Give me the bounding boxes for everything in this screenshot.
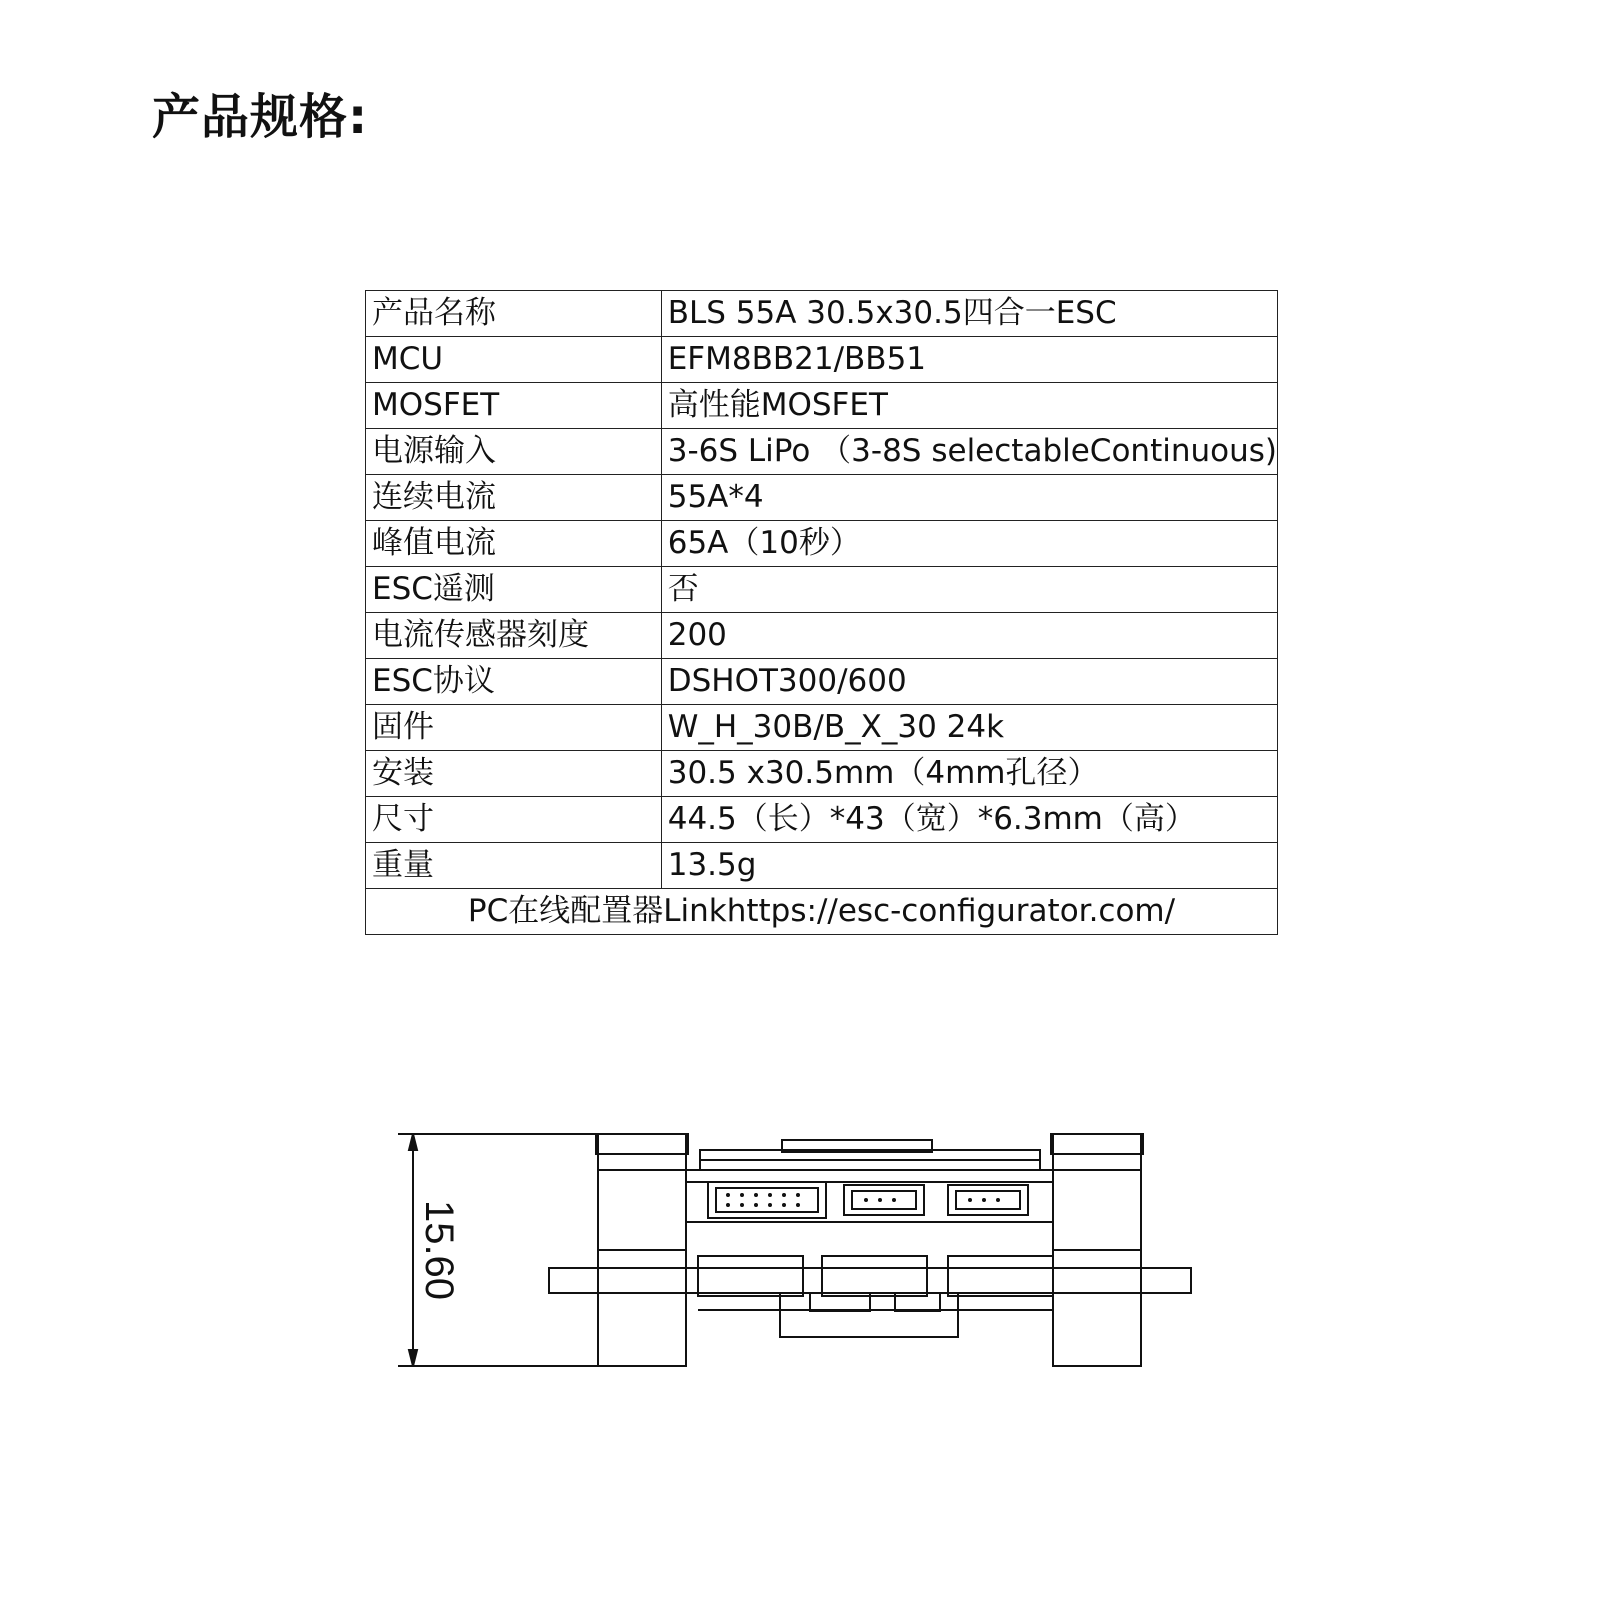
spec-value: 高性能MOSFET (661, 383, 1277, 429)
spec-value: W_H_30B/B_X_30 24k (661, 705, 1277, 751)
left-standoff-cap (596, 1134, 688, 1154)
lower-component-left (698, 1256, 803, 1296)
table-row (366, 751, 1278, 797)
lower-component-mid (822, 1256, 927, 1296)
spec-value: 否 (661, 567, 1277, 613)
spec-key: MCU (366, 337, 662, 383)
page-title: 产品规格: (152, 89, 369, 145)
spec-value: 65A（10秒） (661, 521, 1277, 567)
spec-value: 13.5g (661, 843, 1277, 889)
dimension-label: 15.60 (417, 1199, 461, 1301)
upper-board (686, 1170, 1053, 1182)
spec-key: 电源输入 (366, 429, 662, 475)
dimension-arrow-bottom (409, 1350, 417, 1366)
spec-value: 55A*4 (661, 475, 1277, 521)
spec-key: 电流传感器刻度 (366, 613, 662, 659)
spec-value: EFM8BB21/BB51 (661, 337, 1277, 383)
spec-value: 44.5（长）*43（宽）*6.3mm（高） (661, 797, 1277, 843)
connector-mid (844, 1185, 924, 1215)
table-row-footer (366, 889, 1278, 935)
pcb-board (549, 1268, 1191, 1293)
table-row (366, 797, 1278, 843)
spec-table (365, 290, 1278, 935)
table-row (366, 475, 1278, 521)
table-row (366, 383, 1278, 429)
table-row (366, 429, 1278, 475)
esc-side-view-drawing (0, 1100, 1600, 1380)
table-row (366, 521, 1278, 567)
spec-key: 固件 (366, 705, 662, 751)
spec-key: 尺寸 (366, 797, 662, 843)
table-row (366, 567, 1278, 613)
spec-key: 峰值电流 (366, 521, 662, 567)
lower-component-right (948, 1256, 1053, 1296)
spec-key: 产品名称 (366, 291, 662, 337)
spec-key: 重量 (366, 843, 662, 889)
connector-right (948, 1185, 1028, 1215)
table-row (366, 659, 1278, 705)
spec-key: 安装 (366, 751, 662, 797)
configurator-link[interactable]: PC在线配置器Linkhttps://esc-configurator.com/ (366, 889, 1278, 935)
spec-key: ESC协议 (366, 659, 662, 705)
spec-value: DSHOT300/600 (661, 659, 1277, 705)
spec-value: 3-6S LiPo （3-8S selectableContinuous) (661, 429, 1277, 475)
right-standoff-cap (1051, 1134, 1143, 1154)
table-row (366, 613, 1278, 659)
table-row (366, 291, 1278, 337)
spec-key: MOSFET (366, 383, 662, 429)
spec-value: BLS 55A 30.5x30.5四合一ESC (661, 291, 1277, 337)
dimension-arrow-top (409, 1134, 417, 1150)
spec-value: 200 (661, 613, 1277, 659)
spec-key: ESC遥测 (366, 567, 662, 613)
table-row (366, 337, 1278, 383)
table-row (366, 705, 1278, 751)
spec-key: 连续电流 (366, 475, 662, 521)
spec-value: 30.5 x30.5mm（4mm孔径） (661, 751, 1277, 797)
table-row (366, 843, 1278, 889)
